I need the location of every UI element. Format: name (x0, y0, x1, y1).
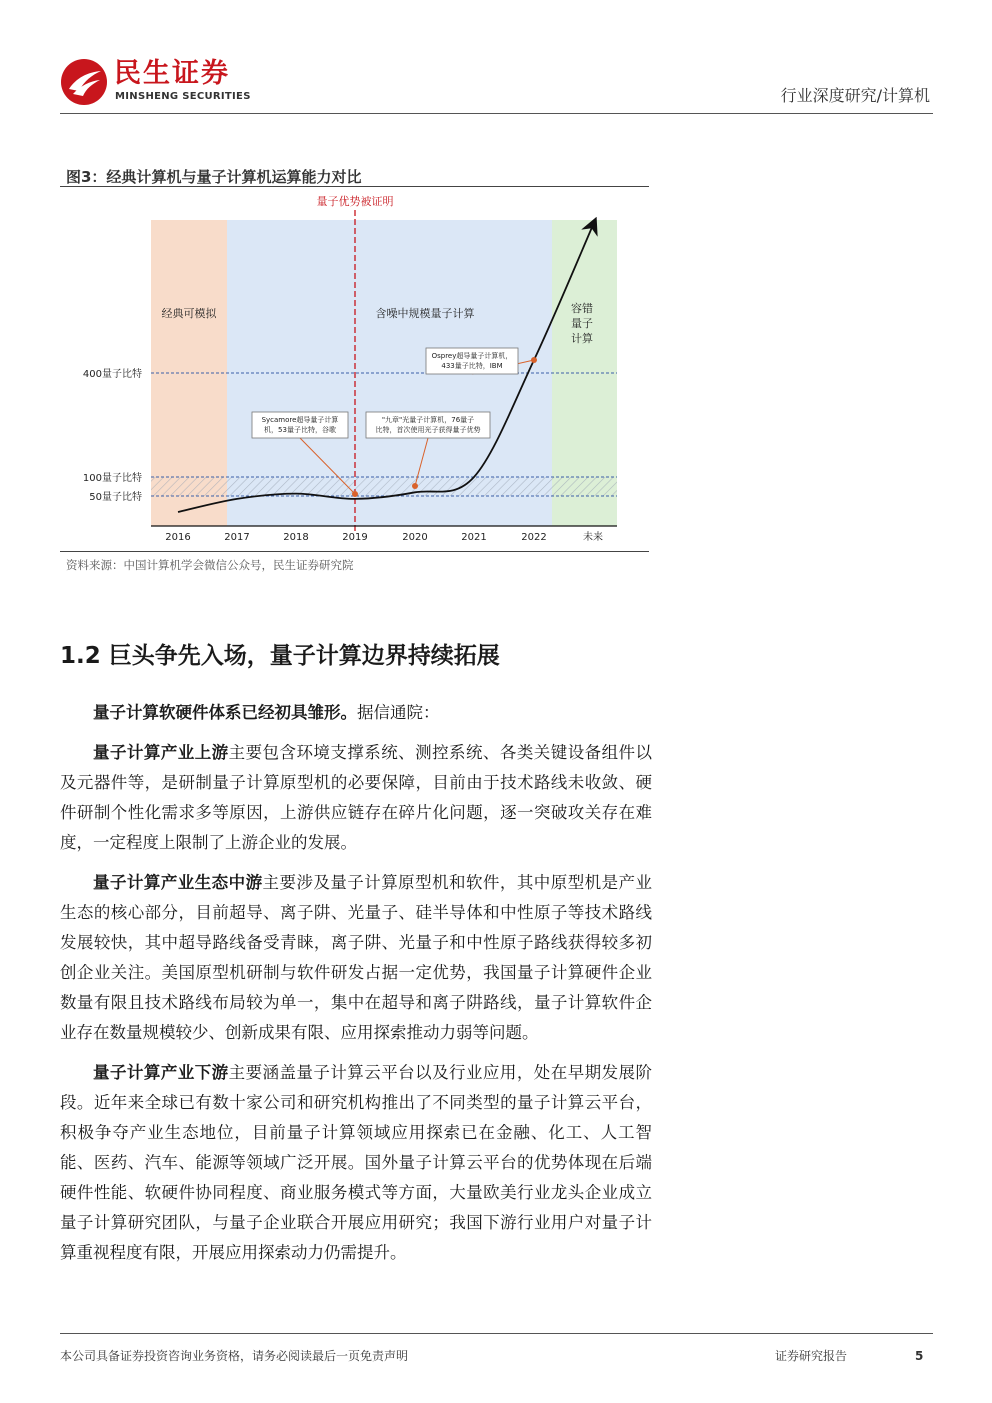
x-tick-label: 未来 (583, 532, 603, 543)
figure-source: 资料来源：中国计算机学会微信公众号，民生证券研究院 (66, 558, 354, 572)
x-tick-label: 2022 (521, 532, 547, 543)
paragraph-lead: 量子计算产业生态中游 (93, 873, 263, 892)
section-heading: 1.2 巨头争先入场，量子计算边界持续拓展 (60, 643, 500, 669)
figure-top-rule (60, 186, 649, 187)
footer-disclaimer: 本公司具备证券投资咨询业务资格，请务必阅读最后一页免责声明 (60, 1349, 409, 1363)
paragraph-text: 据信通院： (357, 703, 440, 722)
region-label-1: 经典可模拟 (161, 307, 217, 320)
footer-report-type: 证券研究报告 (775, 1349, 848, 1363)
paragraph-text: 主要包含环境支撑系统、测控系统、各类关键设备组件以及元器件等，是研制量子计算原型机的必要保障，目前由于技术路线未收敛、硬件研制个性化需求多等原因，上游供应链存在碎片化问题，逐一突破攻关存在难度，一定程度上限制了上游企业的发展。 (60, 743, 652, 852)
minsheng-logo-icon (60, 58, 108, 106)
paragraph-lead: 量子计算软硬件体系已经初具雏形。 (93, 703, 357, 722)
annotation-text-2: "九章"光量子计算机，76量子 (381, 416, 475, 424)
paragraph-lead: 量子计算产业上游 (93, 743, 229, 762)
annotation-text-1: 机，53量子比特，谷歌 (264, 426, 336, 434)
figure-bottom-rule (60, 551, 649, 552)
region-label-3: 量子 (571, 317, 593, 330)
y-level-label-1: 400量子比特 (82, 369, 142, 380)
marker-label: 量子优势被证明 (316, 195, 394, 208)
region-label-3: 计算 (571, 332, 593, 345)
x-tick-label: 2020 (402, 532, 428, 543)
x-tick-label: 2021 (461, 532, 487, 543)
hatch-band (151, 477, 617, 496)
annotation-dot-2 (412, 483, 418, 489)
annotation-text-2: 比特，首次使用光子获得量子优势 (375, 426, 481, 434)
paragraph-midstream (60, 868, 652, 1048)
report-category: 行业深度研究/计算机 (780, 86, 930, 105)
brand-name-en: MINSHENG SECURITIES (115, 91, 251, 102)
region-label-3: 容错 (571, 302, 593, 315)
x-tick-label: 2018 (283, 532, 309, 543)
page-number: 5 (915, 1349, 924, 1363)
figure-title: 图3：经典计算机与量子计算机运算能力对比 (66, 168, 362, 186)
quantum-capability-chart (60, 190, 649, 550)
paragraph-downstream (60, 1058, 652, 1268)
annotation-text-1: Sycamore超导量子计算 (261, 416, 339, 424)
annotation-text-3: 433量子比特，IBM (441, 362, 503, 370)
y-level-label-2: 100量子比特 (82, 473, 142, 484)
y-level-label-3: 50量子比特 (89, 492, 142, 503)
region-label-2: 含噪中规模量子计算 (375, 307, 475, 320)
annotation-text-3: Osprey超导量子计算机， (431, 352, 513, 360)
annotation-dot-3 (531, 357, 537, 363)
paragraph-upstream (60, 738, 652, 858)
annotation-dot-1 (352, 491, 358, 497)
footer-divider (60, 1333, 933, 1334)
header-divider (60, 113, 933, 114)
paragraph-text: 主要涵盖量子计算云平台以及行业应用，处在早期发展阶段。近年来全球已有数十家公司和研究机构推出了不同类型的量子计算云平台，积极争夺产业生态地位，目前量子计算领域应用探索已在金融、化工、人工智能、医药、汽车、能源等领域广泛开展。国外量子计算云平台的优势体现在后端硬件性能、软硬件协同程度、商业服务模式等方面，大量欧美行业龙头企业成立量子计算研究团队，与量子企业联合开展应用研究；我国下游行业用户对量子计算重视程度有限，开展应用探索动力仍需提升。 (60, 1063, 652, 1262)
x-tick-label: 2017 (224, 532, 250, 543)
x-tick-label: 2016 (165, 532, 191, 543)
x-tick-label: 2019 (342, 532, 368, 543)
paragraph-lead: 量子计算产业下游 (93, 1063, 229, 1082)
paragraph-intro (60, 698, 652, 728)
paragraph-text: 主要涉及量子计算原型机和软件，其中原型机是产业生态的核心部分，目前超导、离子阱、光量子、硅半导体和中性原子等技术路线发展较快，其中超导路线备受青睐，离子阱、光量子和中性原子路线获得较多初创企业关注。美国原型机研制与软件研发占据一定优势，我国量子计算硬件企业数量有限且技术路线布局较为单一，集中在超导和离子阱路线，量子计算软件企业存在数量规模较少、创新成果有限、应用探索推动力弱等问题。 (60, 873, 652, 1042)
brand-name-cn: 民生证券 (114, 58, 230, 89)
